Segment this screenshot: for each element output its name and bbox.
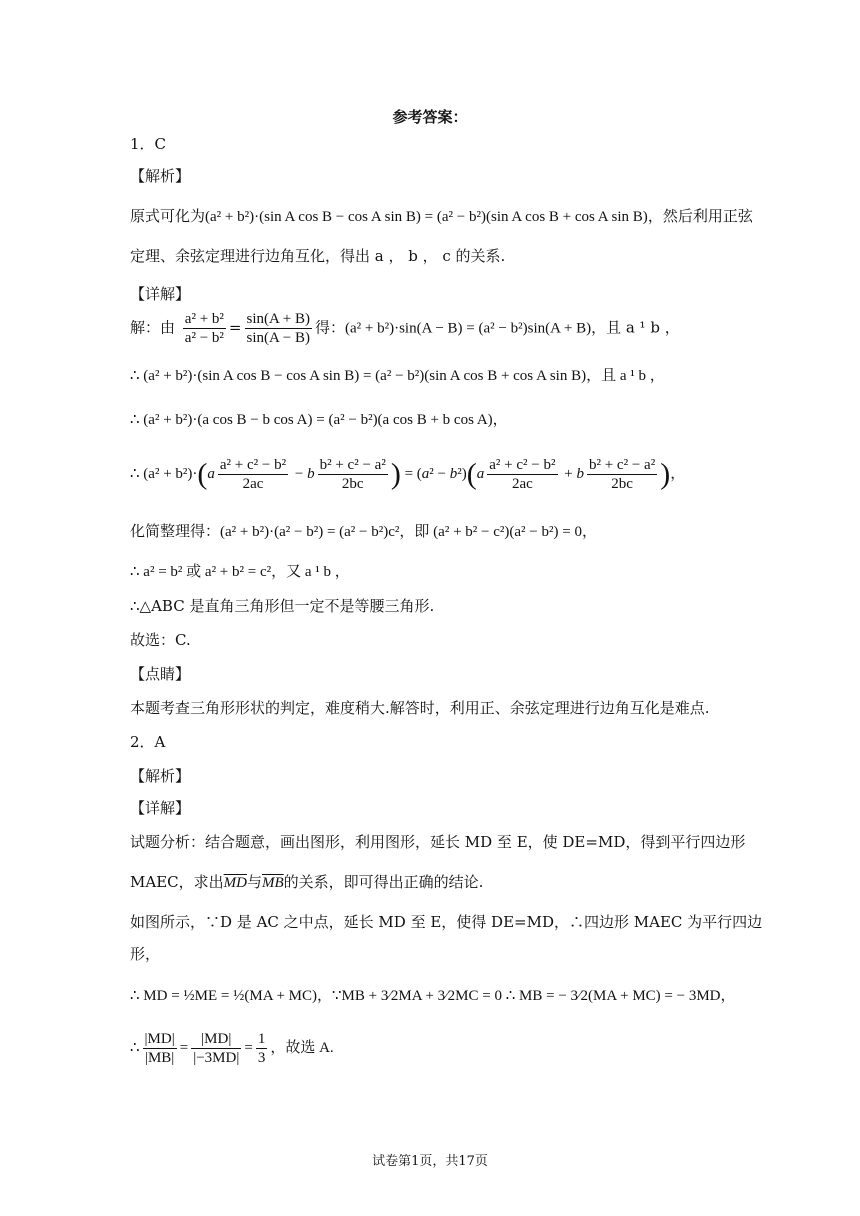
- q1-detail-line1-mid: 得：: [314, 318, 345, 337]
- q2-line2-suffix: 的关系，即可得出正确的结论.: [283, 873, 484, 891]
- q2-analysis-tag: 【解析】: [130, 767, 191, 785]
- q1-detail-line6: ∴ a² = b² 或 a² + b² = c²，又 a ¹ b ，: [130, 564, 350, 580]
- q1-analysis-line1-suffix: ，然后利用正弦: [647, 207, 753, 225]
- q1-answer: 1．C: [130, 135, 167, 153]
- q1-detail-line4: ∴ (a² + b²)·(a $\frac{\text{a² + c² − b²}}{2ac}$ − b $\frac{\text{b² + c² − a²}}{2bc}$ ) = (a² − b²)(a $\frac{\text{a² + c² − b²}}{2ac}$ + b $\frac{\text{b² + c² − a²}}{2bc}$ )，: [130, 457, 686, 492]
- page-footer: 试卷第1页，共17页: [372, 1154, 488, 1169]
- q1-detail-line1-math: (a² + b²)·sin(A − B) = (a² − b²)sin(A + B): [344, 320, 592, 337]
- fraction: [245, 310, 312, 347]
- q1-detail-line1-suffix: ，且 a ¹ b ，: [591, 318, 680, 337]
- q2-line2: [130, 872, 483, 893]
- fraction-denominator: |MB|: [144, 1050, 175, 1066]
- q2-line6-suffix: ，故选 A.: [270, 1039, 334, 1056]
- fraction: [191, 1030, 241, 1067]
- q1-detail-line5: 化简整理得：(a² + b²)·(a² − b²) = (a² − b²)c²，即 (a² + b² − c²)(a² − b²) = 0，: [130, 524, 597, 540]
- fraction: [587, 456, 657, 493]
- q2-line5: ∴ MD = ½ME = ½(MA + MC)，∵MB + 3⁄2MA + 3⁄2MC = 0 ∴ MB = − 3⁄2(MA + MC) = − 3MD，: [130, 988, 736, 1004]
- q2-answer: 2．A: [130, 733, 166, 751]
- q1-analysis-line1: [130, 206, 753, 227]
- fraction-denominator: a² − b²: [184, 330, 224, 346]
- fraction-denominator: 2bc: [341, 476, 364, 492]
- fraction-numerator: a² + c² − b²: [219, 457, 287, 473]
- fraction-denominator: 2ac: [511, 476, 533, 492]
- fraction-numerator: sin(A + B): [246, 311, 310, 327]
- fraction-numerator: 1: [257, 1031, 266, 1047]
- fraction-denominator: sin(A − B): [246, 330, 310, 346]
- fraction-numerator: b² + c² − a²: [588, 457, 656, 473]
- q2-line6: ∴ $\frac{|MD|}{|MB|}$ = $\frac{|MD|}{|-3MD|}$ = $\frac{1}{3}$ ，故选 A.: [130, 1031, 334, 1066]
- fraction-denominator: 3: [257, 1050, 266, 1066]
- vector-md: $\overline{MD}$: [223, 875, 247, 891]
- q1-detail-line1: 解：由 $\frac{\text{a² + b²}}{\text{a² − b²}}$ = $\frac{\sin(A + B)}{\sin(A - B)}$ 得：(a² + b²)·sin(A − B) = (a² − b²)sin(A + B)，且 a ¹ b ，: [130, 311, 680, 346]
- q2-detail-tag: 【详解】: [130, 799, 191, 817]
- fraction: [143, 1030, 177, 1067]
- q1-analysis-tag: 【解析】: [130, 167, 191, 185]
- q2-line3: 如图所示，∵D 是 AC 之中点，延长 MD 至 E，使得 DE=MD，∴四边形 MAEC 为平行四边: [130, 913, 763, 931]
- fraction: [256, 1030, 268, 1067]
- fraction-denominator: 2ac: [242, 476, 264, 492]
- fraction: [318, 456, 388, 493]
- vector-mb: $\overline{MB}$: [261, 875, 284, 891]
- q2-line2-mid: 与: [246, 873, 262, 891]
- page-title: 参考答案：: [392, 108, 468, 126]
- fraction: [218, 456, 288, 493]
- fraction-numerator: a² + c² − b²: [489, 457, 556, 473]
- q1-analysis-line1-math: (a² + b²)·(sin A cos B − cos A sin B) = (a² − b²)(sin A cos B + cos A sin B): [205, 209, 648, 225]
- q2-line1: 试题分析：结合题意，画出图形，利用图形，延长 MD 至 E，使 DE=MD，得到平行四边形: [130, 833, 746, 851]
- fraction: [183, 310, 226, 347]
- q1-analysis-line1-prefix: 原式可化为: [130, 207, 206, 225]
- q1-comment-tag: 【点睛】: [130, 665, 191, 683]
- q1-detail-line8: 故选：C.: [130, 631, 191, 649]
- q2-line4: 形，: [130, 945, 161, 963]
- q1-analysis-line2: 定理、余弦定理进行边角互化，得出 a ， b ， c 的关系.: [130, 247, 506, 265]
- q1-detail-line4-prefix: ∴ (a² + b²)·: [130, 465, 198, 482]
- q1-detail-line1-prefix: 解：由: [130, 318, 176, 337]
- q1-detail-line7: ∴△ABC 是直角三角形但一定不是等腰三角形.: [130, 597, 435, 615]
- q1-detail-tag: 【详解】: [130, 285, 191, 303]
- q2-line2-prefix: MAEC，求出: [130, 873, 224, 891]
- q1-detail-line3: ∴ (a² + b²)·(a cos B − b cos A) = (a² − b²)(a cos B + b cos A)，: [130, 412, 508, 428]
- q1-comment: 本题考查三角形形状的判定，难度稍大.解答时，利用正、余弦定理进行边角互化是难点.: [130, 699, 710, 717]
- q1-detail-line2: ∴ (a² + b²)·(sin A cos B − cos A sin B) = (a² − b²)(sin A cos B + cos A sin B)，且 a ¹ b ，: [130, 368, 665, 384]
- fraction-numerator: |MD|: [144, 1031, 175, 1047]
- fraction-denominator: 2bc: [611, 476, 633, 492]
- fraction: [487, 456, 557, 493]
- fraction-numerator: b² + c² − a²: [319, 457, 386, 473]
- fraction-numerator: a² + b²: [184, 311, 224, 327]
- fraction-denominator: |−3MD|: [193, 1050, 240, 1066]
- fraction-numerator: |MD|: [191, 1030, 241, 1049]
